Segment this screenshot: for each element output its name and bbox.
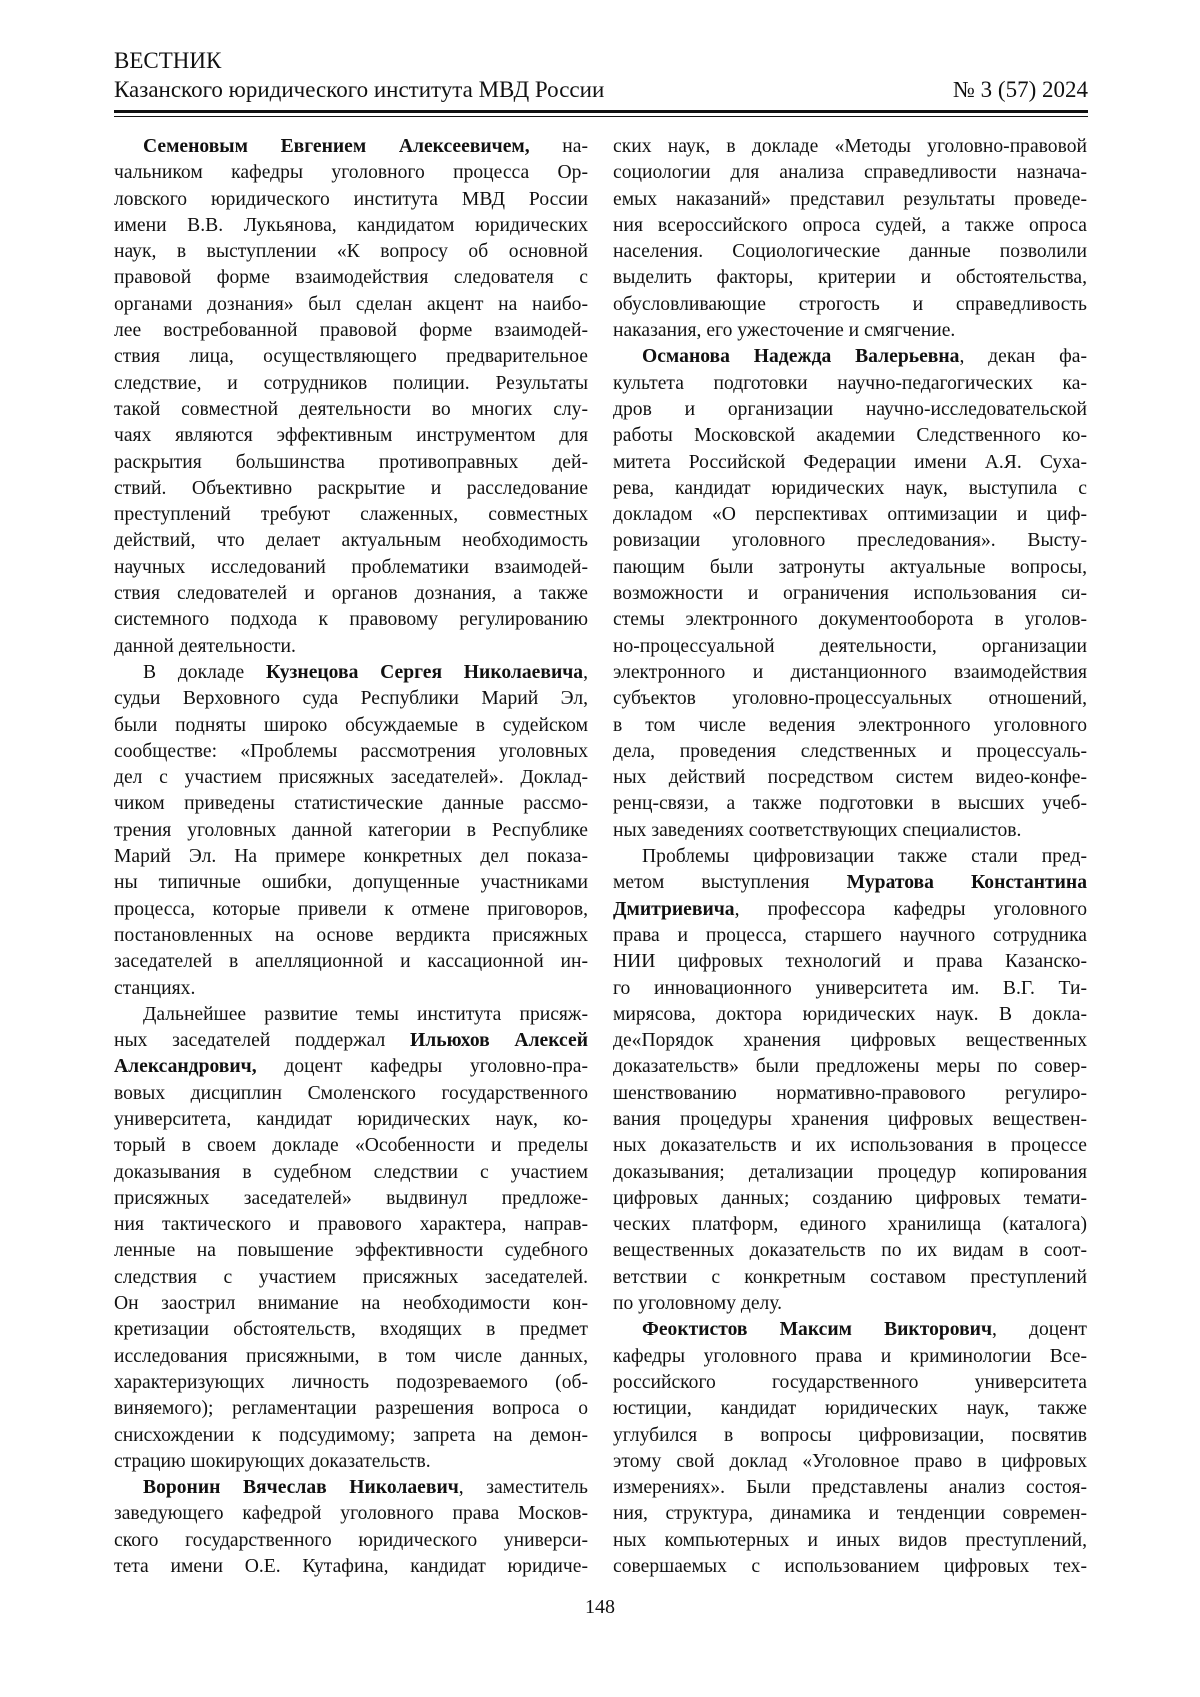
text-line — [613, 213, 1087, 239]
text-line — [613, 528, 1087, 554]
text-line — [114, 239, 588, 265]
text-line — [114, 1396, 588, 1422]
text-run: митета Российской Федерации имени А.Я. Суха- — [613, 452, 1087, 473]
text-line — [114, 660, 588, 686]
text-line — [613, 1291, 1087, 1317]
text-run: ветствии с конкретным составом преступлений — [613, 1267, 1087, 1288]
text-run: ренц-связи, а также подготовки в высших учеб- — [613, 793, 1087, 814]
text-run: лее востребованной правовой форме взаимодей- — [114, 320, 588, 341]
text-line — [114, 634, 588, 660]
text-run: населения. Социологические данные позволили — [613, 241, 1087, 262]
text-run: НИИ цифровых технологий и права Казанско- — [613, 951, 1087, 972]
text-line — [613, 239, 1087, 265]
text-run: университета, кандидат юридических наук, ко- — [114, 1109, 588, 1130]
text-run: следствие, и сотрудников полиции. Результаты — [114, 373, 588, 394]
running-header — [114, 46, 1088, 104]
text-run: торый в своем докладе «Особенности и пределы — [114, 1135, 588, 1156]
speaker-name: Кузнецова Сергея Николаевича — [266, 662, 583, 683]
text-run: рева, кандидат юридических наук, выступила с — [613, 478, 1087, 499]
text-line — [114, 1133, 588, 1159]
text-run: процесса, которые привели к отмене приговоров, — [114, 899, 588, 920]
issue-number: № 3 (57) 2024 — [953, 75, 1088, 104]
text-run: системного подхода к правовому регулированию — [114, 609, 588, 630]
text-line — [613, 160, 1087, 186]
text-run: ных заседателей поддержал — [114, 1030, 410, 1051]
speaker-name: Османова Надежда Валерьевна — [642, 346, 959, 367]
text-line — [613, 686, 1087, 712]
text-run: преступлений требуют слаженных, совместных — [114, 504, 588, 525]
header-row — [114, 75, 1088, 104]
text-run: ных компьютерных и иных видов преступлений, — [613, 1530, 1087, 1551]
text-run: возможности и ограничения использования си- — [613, 583, 1087, 604]
text-line — [613, 1265, 1087, 1291]
text-line — [613, 949, 1087, 975]
paragraph — [114, 1002, 588, 1475]
text-run: субъектов уголовно-процессуальных отношений, — [613, 688, 1087, 709]
text-run: вания процедуры хранения цифровых веществен- — [613, 1109, 1087, 1130]
text-line — [613, 1554, 1087, 1580]
text-run: , заместитель — [459, 1477, 588, 1498]
text-line — [114, 555, 588, 581]
text-line — [613, 318, 1087, 344]
text-run: права и процесса, старшего научного сотрудника — [613, 925, 1087, 946]
paragraph — [613, 844, 1087, 1317]
text-line — [613, 1160, 1087, 1186]
text-run: органами дознания» был сделан акцент на наибо- — [114, 294, 588, 315]
paragraph — [114, 660, 588, 1002]
paragraph — [613, 1317, 1087, 1580]
text-run: ческих платформ, единого хранилища (каталога) — [613, 1214, 1087, 1235]
text-run: ния тактического и правового характера, направ- — [114, 1214, 588, 1235]
text-run: присяжных заседателей» выдвинул предложе- — [114, 1188, 588, 1209]
text-run: тета имени О.Е. Кутафина, кандидат юридиче- — [114, 1556, 588, 1577]
paragraph — [613, 134, 1087, 344]
paragraph — [114, 1475, 588, 1580]
text-run: выделить факторы, критерии и обстоятельства, — [613, 267, 1087, 288]
text-run: электронного и дистанционного взаимодействия — [613, 662, 1087, 683]
text-run: доказывания; детализации процедур копирования — [613, 1162, 1087, 1183]
text-line — [613, 1475, 1087, 1501]
text-line — [114, 1186, 588, 1212]
text-line — [114, 318, 588, 344]
text-line — [114, 739, 588, 765]
text-line — [114, 528, 588, 554]
text-line — [114, 1554, 588, 1580]
text-run: обусловливающие строгость и справедливость — [613, 294, 1087, 315]
right-column — [613, 134, 1087, 1580]
text-line — [114, 713, 588, 739]
text-run: де«Порядок хранения цифровых вещественных — [613, 1030, 1087, 1051]
text-run: ных доказательств и их использования в процессе — [613, 1135, 1087, 1156]
text-run: такой совместной деятельности во многих слу- — [114, 399, 588, 420]
institute-name: Казанского юридического института МВД России — [114, 75, 604, 104]
text-run: совершаемых с использованием цифровых тех- — [613, 1556, 1087, 1577]
text-run: доцент кафедры уголовно-пра- — [257, 1056, 588, 1077]
text-line — [114, 1107, 588, 1133]
text-run: ных заведениях соответствующих специалистов. — [613, 820, 1021, 841]
text-run: чаях являются эффективным инструментом для — [114, 425, 588, 446]
text-line — [613, 187, 1087, 213]
text-run: страцию шокирующих доказательств. — [114, 1451, 431, 1472]
text-line — [114, 134, 588, 160]
text-line — [114, 423, 588, 449]
text-run: , декан фа- — [959, 346, 1087, 367]
text-line — [114, 1028, 588, 1054]
text-run: шенствованию нормативно-правового регулиро- — [613, 1083, 1087, 1104]
text-line — [114, 450, 588, 476]
text-run: данной деятельности. — [114, 636, 296, 657]
text-run: судьи Верховного суда Республики Марий Эл, — [114, 688, 588, 709]
text-run: , доцент — [992, 1319, 1087, 1340]
text-line — [613, 1317, 1087, 1343]
text-line — [613, 292, 1087, 318]
text-line — [114, 1002, 588, 1028]
text-line — [613, 713, 1087, 739]
text-run: пающим были затронуты актуальные вопросы, — [613, 557, 1087, 578]
text-line — [114, 1449, 588, 1475]
speaker-name: Феоктистов Максим Викторович — [642, 1319, 992, 1340]
text-line — [114, 160, 588, 186]
text-line — [114, 818, 588, 844]
text-run: действий, что делает актуальным необходимость — [114, 530, 588, 551]
text-run: правовой форме взаимодействия следователя с — [114, 267, 588, 288]
text-line — [613, 1186, 1087, 1212]
paragraph — [114, 134, 588, 660]
text-run: заведующего кафедрой уголовного права Москов- — [114, 1503, 588, 1524]
text-run: чиком приведены статистические данные рассмо- — [114, 793, 588, 814]
text-line — [114, 949, 588, 975]
text-line — [114, 344, 588, 370]
text-run: докладом «О перспективах оптимизации и циф- — [613, 504, 1087, 525]
text-run: снисхождении к подсудимому; запрета на демон- — [114, 1425, 588, 1446]
text-line — [114, 1238, 588, 1264]
text-run: ского государственного юридического универси- — [114, 1530, 588, 1551]
speaker-name: Семеновым Евгением Алексеевичем, — [143, 136, 530, 157]
text-line — [114, 476, 588, 502]
text-line — [613, 765, 1087, 791]
text-run: ствия следователей и органов дознания, а также — [114, 583, 588, 604]
text-run: ния всероссийского опроса судей, а также опроса — [613, 215, 1087, 236]
left-column — [114, 134, 588, 1580]
text-run: следствия с участием присяжных заседателей. — [114, 1267, 588, 1288]
text-line — [613, 1528, 1087, 1554]
text-run: чальником кафедры уголовного процесса Ор- — [114, 162, 588, 183]
text-line — [114, 1501, 588, 1527]
text-line — [613, 1449, 1087, 1475]
text-run: культета подготовки научно-педагогических ка- — [613, 373, 1087, 394]
text-line — [613, 791, 1087, 817]
speaker-name: Воронин Вячеслав Николаевич — [143, 1477, 459, 1498]
text-run: были подняты широко обсуждаемые в судейском — [114, 715, 588, 736]
text-run: наук, в выступлении «К вопросу об основной — [114, 241, 588, 262]
text-line — [114, 791, 588, 817]
text-run: работы Московской академии Следственного ко- — [613, 425, 1087, 446]
text-line — [613, 502, 1087, 528]
text-line — [613, 265, 1087, 291]
text-run: Дальнейшее развитие темы института присяж- — [143, 1004, 588, 1025]
text-run: в том числе ведения электронного уголовного — [613, 715, 1087, 736]
text-run: метом выступления — [613, 872, 847, 893]
speaker-name: Дмитриевича — [613, 899, 735, 920]
text-run: цифровых данных; созданию цифровых темати- — [613, 1188, 1087, 1209]
text-run: , — [583, 662, 588, 683]
text-line — [114, 1423, 588, 1449]
text-run: вещественных доказательств по их видам в соот- — [613, 1240, 1087, 1261]
text-line — [613, 1107, 1087, 1133]
text-run: ных действий посредством систем видео-конфе- — [613, 767, 1087, 788]
text-line — [114, 1291, 588, 1317]
text-line — [613, 397, 1087, 423]
text-run: емых наказаний» представил результаты проведе- — [613, 189, 1087, 210]
text-run: дров и организации научно-исследовательской — [613, 399, 1087, 420]
text-line — [613, 923, 1087, 949]
text-run: дела, проведения следственных и процессуаль- — [613, 741, 1087, 762]
text-run: российского государственного университета — [613, 1372, 1087, 1393]
text-line — [613, 634, 1087, 660]
header-rule-thick — [114, 110, 1088, 113]
text-run: трения уголовных данной категории в Республике — [114, 820, 588, 841]
text-line — [613, 1212, 1087, 1238]
speaker-name: Муратова Константина — [847, 872, 1087, 893]
text-line — [613, 1081, 1087, 1107]
page-number: 148 — [0, 1596, 1200, 1619]
text-line — [613, 976, 1087, 1002]
text-run: вовых дисциплин Смоленского государственного — [114, 1083, 588, 1104]
text-line — [613, 660, 1087, 686]
text-line — [613, 581, 1087, 607]
text-line — [613, 555, 1087, 581]
text-line — [613, 1238, 1087, 1264]
text-line — [114, 1212, 588, 1238]
text-run: научных исследований проблематики взаимодей- — [114, 557, 588, 578]
header-rule-thin — [114, 116, 1088, 117]
text-line — [114, 1160, 588, 1186]
text-line — [114, 265, 588, 291]
text-run: доказывания в судебном следствии с участием — [114, 1162, 588, 1183]
text-run: наказания, его ужесточение и смягчение. — [613, 320, 955, 341]
journal-title: ВЕСТНИК — [114, 46, 1088, 75]
text-line — [114, 292, 588, 318]
text-line — [613, 344, 1087, 370]
text-line — [114, 502, 588, 528]
text-run: ских наук, в докладе «Методы уголовно-правовой — [613, 136, 1087, 157]
text-line — [114, 1081, 588, 1107]
text-line — [114, 976, 588, 1002]
text-run: кафедры уголовного права и криминологии Все- — [613, 1346, 1087, 1367]
text-line — [114, 371, 588, 397]
text-line — [613, 423, 1087, 449]
text-line — [613, 1344, 1087, 1370]
text-line — [613, 371, 1087, 397]
text-run: , профессора кафедры уголовного — [735, 899, 1087, 920]
text-line — [114, 213, 588, 239]
text-line — [613, 1370, 1087, 1396]
text-line — [114, 1054, 588, 1080]
text-line — [613, 870, 1087, 896]
text-line — [114, 765, 588, 791]
text-line — [114, 923, 588, 949]
text-line — [613, 476, 1087, 502]
text-line — [613, 1028, 1087, 1054]
text-run: по уголовному делу. — [613, 1293, 782, 1314]
text-line — [613, 607, 1087, 633]
text-run: но-процессуальной деятельности, организации — [613, 636, 1087, 657]
text-line — [114, 397, 588, 423]
text-run: виняемого); регламентации разрешения вопроса о — [114, 1398, 588, 1419]
text-run: ленные на повышение эффективности судебного — [114, 1240, 588, 1261]
text-line — [114, 187, 588, 213]
text-line — [114, 870, 588, 896]
text-line — [114, 844, 588, 870]
text-run: имени В.В. Лукьянова, кандидатом юридических — [114, 215, 588, 236]
text-run: измерениях». Были представлены анализ состоя- — [613, 1477, 1087, 1498]
text-run: стемы электронного документооборота в уголов- — [613, 609, 1087, 630]
text-run: го инновационного университета им. В.Г. Ти- — [613, 978, 1087, 999]
text-line — [114, 897, 588, 923]
speaker-name: Александрович, — [114, 1056, 257, 1077]
text-line — [114, 1528, 588, 1554]
text-run: ловского юридического института МВД России — [114, 189, 588, 210]
text-run: доказательств» были предложены меры по совер- — [613, 1056, 1087, 1077]
text-line — [114, 686, 588, 712]
text-run: характеризующих личность подозреваемого (об- — [114, 1372, 588, 1393]
text-run: мирясова, доктора юридических наук. В докла- — [613, 1004, 1087, 1025]
text-run: ны типичные ошибки, допущенные участниками — [114, 872, 588, 893]
text-line — [114, 607, 588, 633]
text-run: ствий. Объективно раскрытие и расследование — [114, 478, 588, 499]
text-line — [114, 1265, 588, 1291]
text-line — [613, 818, 1087, 844]
text-line — [114, 581, 588, 607]
text-line — [613, 844, 1087, 870]
text-line — [613, 134, 1087, 160]
text-line — [613, 897, 1087, 923]
text-line — [613, 739, 1087, 765]
text-line — [114, 1370, 588, 1396]
text-run: кретизации обстоятельств, входящих в предмет — [114, 1319, 588, 1340]
text-run: сообществе: «Проблемы рассмотрения уголовных — [114, 741, 588, 762]
text-line — [114, 1475, 588, 1501]
text-line — [114, 1317, 588, 1343]
text-line — [613, 1501, 1087, 1527]
text-run: станциях. — [114, 978, 195, 999]
text-run: углубился в вопросы цифровизации, посвятив — [613, 1425, 1087, 1446]
text-run: дел с участием присяжных заседателей». Доклад- — [114, 767, 588, 788]
text-run: заседателей в апелляционной и кассационной ин- — [114, 951, 588, 972]
text-line — [613, 1133, 1087, 1159]
text-line — [613, 1396, 1087, 1422]
text-run: на- — [530, 136, 588, 157]
text-run: В докладе — [143, 662, 266, 683]
paragraph — [613, 344, 1087, 844]
text-line — [613, 1002, 1087, 1028]
text-run: постановленных на основе вердикта присяжных — [114, 925, 588, 946]
text-line — [613, 450, 1087, 476]
speaker-name: Ильюхов Алексей — [410, 1030, 588, 1051]
text-run: ствия лица, осуществляющего предварительное — [114, 346, 588, 367]
text-run: ровизации уголовного преследования». Высту- — [613, 530, 1087, 551]
text-run: этому свой доклад «Уголовное право в цифровых — [613, 1451, 1087, 1472]
text-run: раскрытия большинства противоправных дей- — [114, 452, 588, 473]
text-line — [613, 1054, 1087, 1080]
text-run: социологии для анализа справедливости назнача- — [613, 162, 1087, 183]
text-run: Проблемы цифровизации также стали пред- — [642, 846, 1087, 867]
text-run: Марий Эл. На примере конкретных дел показа- — [114, 846, 588, 867]
text-line — [613, 1423, 1087, 1449]
text-run: ния, структура, динамика и тенденции современ- — [613, 1503, 1087, 1524]
text-line — [114, 1344, 588, 1370]
text-run: исследования присяжными, в том числе данных, — [114, 1346, 588, 1367]
text-run: юстиции, кандидат юридических наук, также — [613, 1398, 1087, 1419]
text-run: Он заострил внимание на необходимости кон- — [114, 1293, 588, 1314]
